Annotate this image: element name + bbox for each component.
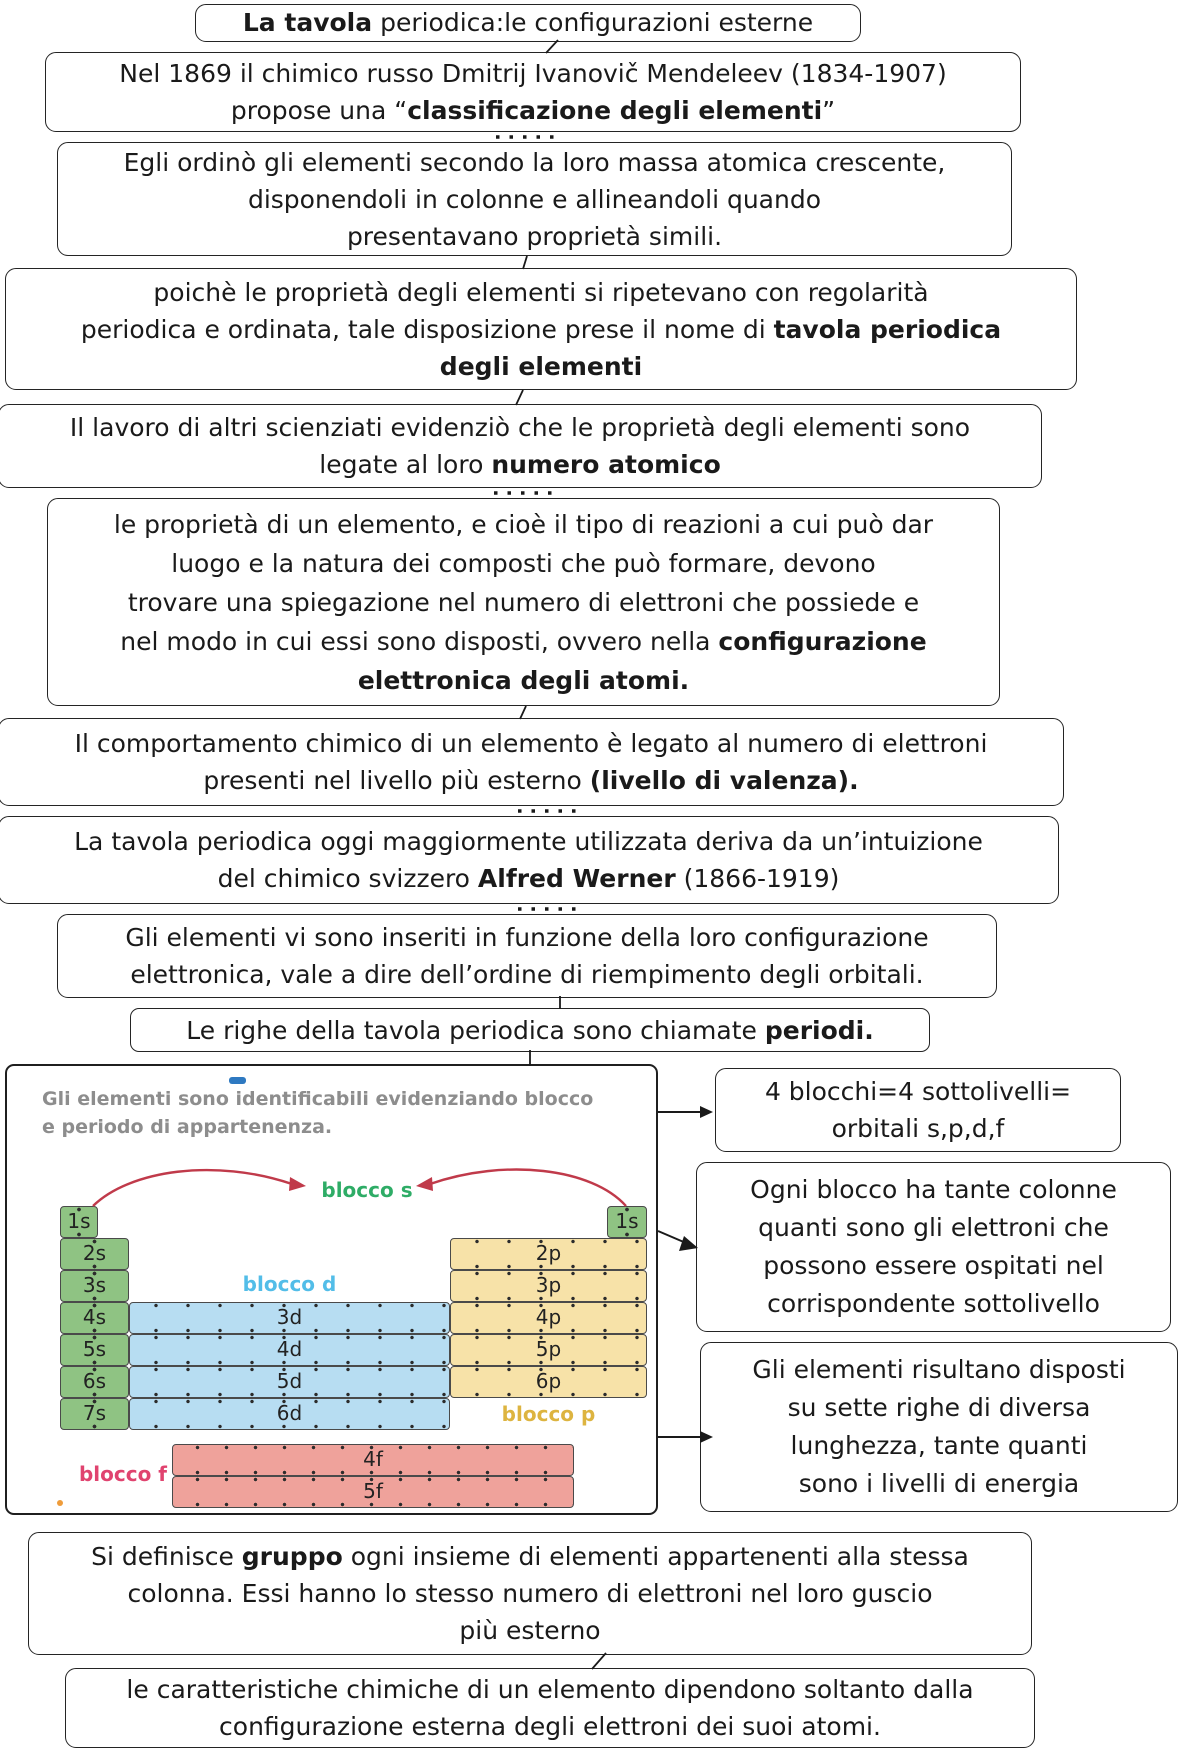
text-line bbox=[29, 1538, 1031, 1575]
text-segment: periodica e ordinata, tale disposizione prese il nome di bbox=[80, 314, 774, 344]
flow-box-gruppo bbox=[28, 1532, 1032, 1655]
text-segment: quanti sono gli elettroni che bbox=[758, 1213, 1109, 1242]
arrow-to-colonne bbox=[658, 1231, 698, 1251]
cell-1s-left: 1s bbox=[60, 1206, 98, 1238]
text-line bbox=[46, 92, 1020, 129]
text-segment: più esterno bbox=[459, 1616, 601, 1645]
text-segment: Egli ordinò gli elementi secondo la loro massa atomica crescente, bbox=[123, 147, 946, 177]
flow-box-configurazione bbox=[47, 498, 1000, 706]
text-segment: corrispondente sottolivello bbox=[767, 1289, 1100, 1318]
row-6d: 6d bbox=[129, 1398, 450, 1430]
text-segment: tavola periodica bbox=[773, 314, 1002, 344]
text-segment: 4 blocchi=4 sottolivelli= bbox=[764, 1077, 1072, 1106]
text-line bbox=[701, 1351, 1177, 1389]
row-5d: 5d bbox=[129, 1366, 450, 1398]
text-line bbox=[48, 505, 999, 544]
text-line bbox=[0, 409, 1041, 446]
text-line bbox=[697, 1247, 1170, 1285]
cell-6s: 6s bbox=[60, 1366, 129, 1398]
row-4p: 4p bbox=[450, 1302, 647, 1334]
text-line bbox=[58, 144, 1011, 181]
page-title bbox=[195, 4, 861, 42]
flow-box-riempimento-orbitali bbox=[57, 914, 997, 998]
text-segment: configurazione bbox=[718, 626, 927, 656]
text-segment: periodi. bbox=[764, 1015, 874, 1045]
flow-box-caratteristiche bbox=[65, 1668, 1035, 1748]
text-segment: orbitali s,p,d,f bbox=[831, 1114, 1005, 1143]
cell-2s: 2s bbox=[60, 1238, 129, 1270]
flow-box-alfred-werner bbox=[0, 816, 1059, 904]
text-line bbox=[29, 1612, 1031, 1649]
cell-4s: 4s bbox=[60, 1302, 129, 1334]
text-segment: La tavola bbox=[242, 8, 373, 37]
note-box-colonne-elettroni bbox=[696, 1162, 1171, 1332]
text-segment: elettronica degli atomi. bbox=[357, 665, 690, 695]
text-line bbox=[697, 1209, 1170, 1247]
text-segment: numero atomico bbox=[491, 450, 721, 479]
blocco-s-label: blocco s bbox=[321, 1178, 413, 1202]
text-line bbox=[48, 583, 999, 622]
note-box-sette-righe bbox=[700, 1342, 1178, 1512]
flow-box-numero-atomico bbox=[0, 404, 1042, 488]
text-segment: le proprietà di un elemento, e cioè il tipo di reazioni a cui può dar bbox=[113, 509, 934, 539]
text-line bbox=[58, 181, 1011, 218]
text-line bbox=[701, 1465, 1177, 1503]
text-segment: lunghezza, tante quanti bbox=[790, 1431, 1088, 1460]
text-segment: (livello di valenza). bbox=[589, 766, 859, 795]
text-segment: Nel 1869 il chimico russo Dmitrij Ivanovič Mendeleev (1834-1907) bbox=[119, 59, 947, 88]
text-line bbox=[0, 823, 1058, 860]
row-2p: 2p bbox=[450, 1238, 647, 1270]
text-segment: possono essere ospitati nel bbox=[763, 1251, 1104, 1280]
text-line bbox=[48, 622, 999, 661]
text-line bbox=[701, 1427, 1177, 1465]
text-line bbox=[48, 661, 999, 700]
flow-box-periodi bbox=[130, 1008, 930, 1052]
cell-7s: 7s bbox=[60, 1398, 129, 1430]
text-segment: La tavola periodica oggi maggiormente utilizzata deriva da un’intuizione bbox=[74, 827, 983, 856]
figure-caption-line2: e periodo di appartenenza. bbox=[42, 1116, 333, 1138]
text-segment: degli elementi bbox=[439, 351, 643, 381]
text-segment: Le righe della tavola periodica sono chiamate bbox=[186, 1015, 765, 1045]
text-line bbox=[58, 919, 996, 956]
text-line bbox=[6, 274, 1076, 311]
text-segment: (1866-1919) bbox=[675, 864, 840, 893]
row-3d: 3d bbox=[129, 1302, 450, 1334]
text-segment: configurazione esterna degli elettroni dei suoi atomi. bbox=[219, 1712, 881, 1741]
cell-5s: 5s bbox=[60, 1334, 129, 1366]
text-segment: presenti nel livello più esterno bbox=[203, 766, 590, 795]
text-segment: sono i livelli di energia bbox=[798, 1469, 1080, 1498]
blocco-p-label: blocco p bbox=[501, 1402, 596, 1426]
text-line bbox=[697, 1285, 1170, 1323]
text-line bbox=[58, 218, 1011, 255]
text-segment: nel modo in cui essi sono disposti, ovvero nella bbox=[120, 626, 719, 656]
text-line bbox=[66, 1671, 1034, 1708]
row-3p: 3p bbox=[450, 1270, 647, 1302]
text-segment: colonna. Essi hanno lo stesso numero di elettroni nel loro guscio bbox=[127, 1579, 933, 1608]
text-segment: ogni insieme di elementi appartenenti alla stessa bbox=[342, 1542, 969, 1571]
text-segment: Ogni blocco ha tante colonne bbox=[750, 1175, 1117, 1204]
row-4f: 4f bbox=[172, 1444, 574, 1476]
text-line bbox=[716, 1110, 1120, 1147]
text-segment: le caratteristiche chimiche di un elemento dipendono soltanto dalla bbox=[126, 1675, 974, 1704]
text-line bbox=[0, 860, 1058, 897]
row-5f: 5f bbox=[172, 1476, 574, 1508]
text-segment: Gli elementi vi sono inseriti in funzione della loro configurazione bbox=[125, 923, 929, 952]
cell-3s: 3s bbox=[60, 1270, 129, 1302]
text-segment: del chimico svizzero bbox=[217, 864, 478, 893]
text-segment: su sette righe di diversa bbox=[787, 1393, 1091, 1422]
text-line bbox=[66, 1708, 1034, 1745]
text-segment: poichè le proprietà degli elementi si ripetevano con regolarità bbox=[153, 277, 929, 307]
row-4d: 4d bbox=[129, 1334, 450, 1366]
flow-box-mendeleev bbox=[45, 52, 1021, 132]
connector-solid-6 bbox=[592, 1653, 606, 1669]
text-line bbox=[0, 725, 1063, 762]
orange-mark-icon bbox=[57, 1500, 63, 1506]
text-line bbox=[29, 1575, 1031, 1612]
text-segment: Il lavoro di altri scienziati evidenziò che le proprietà degli elementi sono bbox=[69, 413, 971, 442]
figure-caption-line1: Gli elementi sono identificabili evidenziando blocco bbox=[42, 1088, 594, 1110]
text-segment: luogo e la natura dei composti che può formare, devono bbox=[171, 548, 876, 578]
flow-box-massa-atomica bbox=[57, 142, 1012, 256]
text-segment: ” bbox=[822, 96, 836, 125]
text-line bbox=[697, 1171, 1170, 1209]
flow-box-livello-valenza bbox=[0, 718, 1064, 806]
text-line bbox=[196, 7, 860, 39]
text-segment: gruppo bbox=[241, 1542, 343, 1571]
text-segment: legate al loro bbox=[319, 450, 492, 479]
text-line bbox=[0, 446, 1041, 483]
text-line bbox=[58, 956, 996, 993]
blue-mark-icon bbox=[229, 1077, 246, 1084]
note-box-4-blocchi bbox=[715, 1068, 1121, 1152]
text-line bbox=[6, 311, 1076, 348]
connector-solid-2 bbox=[516, 390, 523, 405]
row-6p: 6p bbox=[450, 1366, 647, 1398]
cell-1s-right: 1s bbox=[607, 1206, 647, 1238]
text-segment: disponendoli in colonne e allineandoli quando bbox=[247, 184, 822, 214]
text-line bbox=[46, 55, 1020, 92]
text-segment: elettronica, vale a dire dell’ordine di riempimento degli orbitali. bbox=[130, 960, 924, 989]
flow-box-tavola-periodica bbox=[5, 268, 1077, 390]
text-segment: trovare una spiegazione nel numero di elettroni che possiede e bbox=[127, 587, 920, 617]
text-line bbox=[131, 1012, 929, 1049]
text-segment: Il comportamento chimico di un elemento è legato al numero di elettroni bbox=[74, 729, 988, 758]
text-line bbox=[716, 1073, 1120, 1110]
text-segment: propose una “ bbox=[230, 96, 408, 125]
blocco-d-label: blocco d bbox=[242, 1272, 337, 1296]
text-line bbox=[701, 1389, 1177, 1427]
text-segment: periodica:le configurazioni esterne bbox=[372, 8, 814, 37]
text-line bbox=[48, 544, 999, 583]
arrow-to-blocchi bbox=[658, 1106, 713, 1118]
text-line bbox=[6, 348, 1076, 385]
text-segment: Alfred Werner bbox=[477, 864, 676, 893]
row-5p: 5p bbox=[450, 1334, 647, 1366]
periodic-blocks-figure bbox=[5, 1064, 658, 1515]
blocco-f-label: blocco f bbox=[78, 1462, 167, 1486]
text-segment: Si definisce bbox=[91, 1542, 242, 1571]
text-segment: Gli elementi risultano disposti bbox=[752, 1355, 1126, 1384]
text-segment: presentavano proprietà simili. bbox=[346, 221, 723, 251]
text-line bbox=[0, 762, 1063, 799]
text-segment: classificazione degli elementi bbox=[407, 96, 823, 125]
